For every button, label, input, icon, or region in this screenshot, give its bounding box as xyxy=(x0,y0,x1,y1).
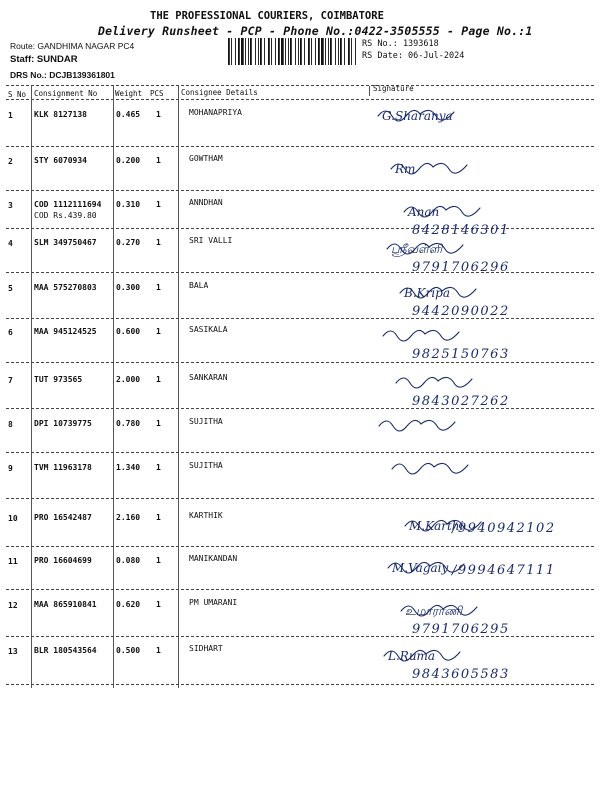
route-label: Route: GANDHIMA NAGAR PC4 xyxy=(10,41,135,51)
signature-phone: 9791706296 xyxy=(412,260,510,275)
row-consignee: MOHANAPRIYA xyxy=(189,108,242,117)
col-divider xyxy=(31,86,32,688)
row-consignee: SUJITHA xyxy=(189,461,223,470)
row-pcs: 1 xyxy=(156,327,161,336)
row-consignment: BLR 180543564 xyxy=(34,646,97,655)
signature-scribble xyxy=(396,377,472,388)
row-pcs: 1 xyxy=(156,375,161,384)
row-consignment: DPI 10739775 xyxy=(34,419,92,428)
row-consignee: GOWTHAM xyxy=(189,154,223,163)
row-weight: 0.080 xyxy=(116,556,141,565)
signature-name: Rm xyxy=(395,162,416,176)
row-consignment: TUT 973565 xyxy=(34,375,83,384)
row-weight: 1.340 xyxy=(116,463,141,472)
row-sno: 7 xyxy=(8,376,13,385)
row-consignee: BALA xyxy=(189,281,209,290)
drs-number: DRS No.: DCJB139361801 xyxy=(10,70,115,80)
row-sno: 9 xyxy=(8,464,13,473)
signature-scribble xyxy=(392,463,468,474)
signature-name: உமாராணி xyxy=(405,604,463,618)
signature-name: B.Kripa xyxy=(404,286,451,300)
signature-phone: 9791706295 xyxy=(412,622,510,637)
column-header-sno: S No xyxy=(8,90,27,99)
row-consignee: ANNDHAN xyxy=(189,198,223,207)
row-pcs: 1 xyxy=(156,283,161,292)
row-weight: 0.780 xyxy=(116,419,141,428)
row-sno: 4 xyxy=(8,239,13,248)
row-sno: 3 xyxy=(8,201,13,210)
row-consignment: MAA 575270803 xyxy=(34,283,97,292)
column-header-weight: Weight xyxy=(115,89,143,98)
row-weight: 2.000 xyxy=(116,375,141,384)
col-divider xyxy=(113,86,114,688)
runsheet-title: Delivery Runsheet - PCP - Phone No.:0422-3505555 - Page No.:1 xyxy=(98,24,533,38)
row-consignment: TVM 11963178 xyxy=(34,463,92,472)
row-sno: 2 xyxy=(8,157,13,166)
row-weight: 0.310 xyxy=(116,200,141,209)
signature-scribble xyxy=(383,330,459,341)
row-consignee: SUJITHA xyxy=(189,417,223,426)
signature-13 xyxy=(372,636,592,700)
row-consignee: KARTHIK xyxy=(189,511,223,520)
row-weight: 0.465 xyxy=(116,110,141,119)
row-cod-note: COD Rs.439.80 xyxy=(34,211,97,220)
row-pcs: 1 xyxy=(156,156,161,165)
row-weight: 0.300 xyxy=(116,283,141,292)
signature-name: Anan xyxy=(408,205,440,219)
row-consignment: MAA 865910841 xyxy=(34,600,97,609)
row-consignment: KLK 8127138 xyxy=(34,110,87,119)
column-header-consignment: Consignment No xyxy=(34,89,98,98)
signature-phone: /9940942102 xyxy=(452,521,556,536)
row-pcs: 1 xyxy=(156,463,161,472)
row-pcs: 1 xyxy=(156,646,161,655)
row-consignee: MANIKANDAN xyxy=(189,554,238,563)
row-weight: 0.620 xyxy=(116,600,141,609)
row-consignment: PRO 16542487 xyxy=(34,513,92,522)
row-weight: 0.600 xyxy=(116,327,141,336)
row-pcs: 1 xyxy=(156,513,161,522)
signature-phone: 9825150763 xyxy=(412,347,510,362)
row-consignee: SIDHART xyxy=(189,644,223,653)
rs-date: RS Date: 06-Jul-2024 xyxy=(362,51,465,61)
row-sno: 13 xyxy=(8,647,18,656)
row-consignment: COD 1112111694 xyxy=(34,200,102,209)
row-consignee: SANKARAN xyxy=(189,373,228,382)
row-pcs: 1 xyxy=(156,200,161,209)
row-pcs: 1 xyxy=(156,419,161,428)
row-pcs: 1 xyxy=(156,556,161,565)
company-title: THE PROFESSIONAL COURIERS, COIMBATORE xyxy=(150,10,384,22)
row-sno: 10 xyxy=(8,514,18,523)
row-weight: 0.500 xyxy=(116,646,141,655)
signature-phone: 8428146301 xyxy=(412,223,510,238)
row-pcs: 1 xyxy=(156,600,161,609)
barcode-icon xyxy=(228,38,358,65)
rs-number: RS No.: 1393618 xyxy=(362,39,439,49)
signature-phone: 9442090022 xyxy=(412,304,510,319)
row-consignment: SLM 349750467 xyxy=(34,238,97,247)
row-consignment: MAA 945124525 xyxy=(34,327,97,336)
signature-name: ஸ்ரீவள்ளி xyxy=(391,242,443,256)
row-sno: 8 xyxy=(8,420,13,429)
column-header-signature: Signature xyxy=(373,84,414,93)
row-weight: 0.270 xyxy=(116,238,141,247)
signature-phone: 9843605583 xyxy=(412,667,510,682)
row-sno: 6 xyxy=(8,328,13,337)
row-sno: 12 xyxy=(8,601,18,610)
table-top-rule xyxy=(6,85,594,86)
col-divider xyxy=(369,86,370,96)
signature-scribble xyxy=(379,420,455,431)
row-sno: 1 xyxy=(8,111,13,120)
signature-phone: /9994647111 xyxy=(452,563,556,578)
row-consignment: STY 6070934 xyxy=(34,156,87,165)
row-sno: 11 xyxy=(8,557,18,566)
signature-name: G.Sharanya xyxy=(382,109,453,123)
signature-name: L.Ruma xyxy=(388,649,436,663)
row-consignee: PM UMARANI xyxy=(189,598,238,607)
signature-name: M.Vagaiy xyxy=(392,561,449,575)
row-consignment: PRO 16604699 xyxy=(34,556,92,565)
column-header-pcs: PCS xyxy=(150,89,164,98)
row-weight: 2.160 xyxy=(116,513,141,522)
col-divider xyxy=(178,86,179,688)
column-header-consignee: Consignee Details xyxy=(181,88,258,97)
staff-label: Staff: SUNDAR xyxy=(10,54,78,65)
row-consignee: SRI VALLI xyxy=(189,236,233,245)
signature-name: M.Karthi xyxy=(409,519,464,533)
row-weight: 0.200 xyxy=(116,156,141,165)
signature-phone: 9843027262 xyxy=(412,394,510,409)
row-pcs: 1 xyxy=(156,110,161,119)
row-pcs: 1 xyxy=(156,238,161,247)
row-consignee: SASIKALA xyxy=(189,325,228,334)
row-sno: 5 xyxy=(8,284,13,293)
